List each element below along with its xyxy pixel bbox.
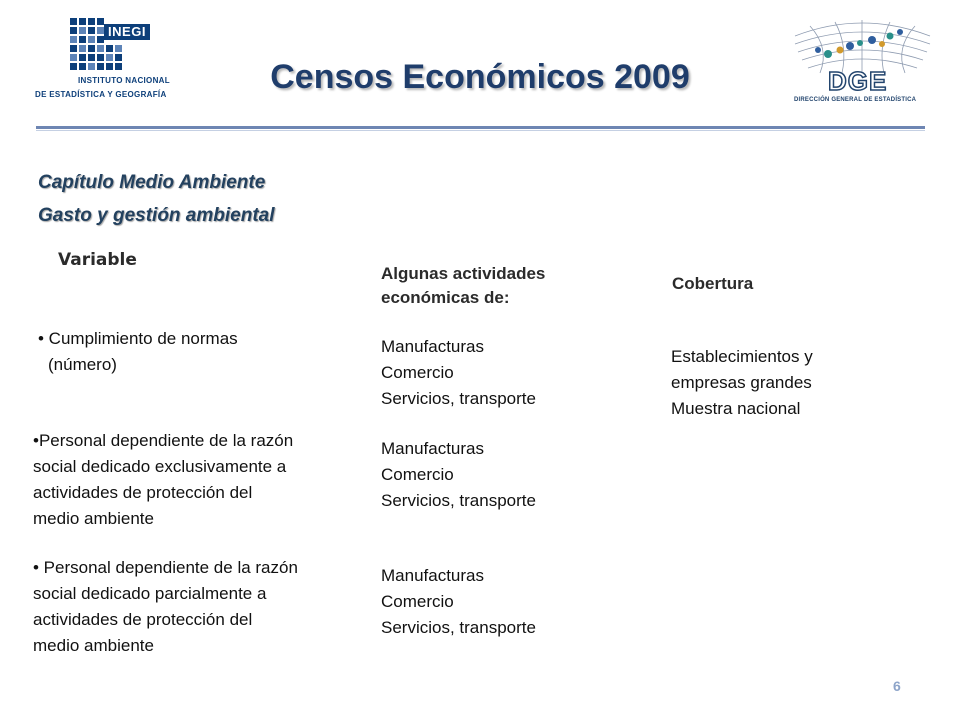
coverage-list [671, 344, 813, 422]
title-divider [36, 126, 925, 129]
coverage-item: Muestra nacional [671, 399, 801, 418]
variable-item [38, 326, 238, 378]
column-header-variable: Variable [58, 250, 137, 270]
variable-item [33, 555, 298, 659]
activity-item: Manufacturas [381, 337, 484, 356]
inegi-line2: DE ESTADÍSTICA Y GEOGRAFÍA [35, 90, 167, 99]
dge-subtitle: DIRECCIÓN GENERAL DE ESTADÍSTICA [794, 97, 917, 103]
variable-line: medio ambiente [33, 509, 154, 528]
title-divider-light [36, 130, 925, 131]
page-number: 6 [893, 678, 901, 694]
variable-line: • Cumplimiento de normas [38, 329, 238, 348]
activity-item: Servicios, transporte [381, 618, 536, 637]
variable-line: medio ambiente [33, 636, 154, 655]
column-header-activities-line: económicas de: [381, 288, 510, 307]
variable-line: • Personal dependiente de la razón [33, 558, 298, 577]
inegi-line1: INSTITUTO NACIONAL [78, 76, 170, 85]
column-header-activities-line: Algunas actividades [381, 264, 546, 283]
variable-line: actividades de protección del [33, 483, 253, 502]
activity-item: Comercio [381, 465, 454, 484]
slide-title: Censos Económicos 2009 [270, 58, 690, 96]
activities-list [381, 334, 536, 412]
chapter-title: Capítulo Medio Ambiente [38, 172, 266, 193]
activities-list [381, 436, 536, 514]
activity-item: Servicios, transporte [381, 491, 536, 510]
coverage-item: Establecimientos y [671, 347, 813, 366]
variable-line: •Personal dependiente de la razón [33, 431, 294, 450]
variable-line: social dedicado parcialmente a [33, 584, 267, 603]
column-header-coverage: Cobertura [672, 274, 754, 293]
inegi-wordmark: INEGI [104, 24, 150, 40]
activities-list [381, 563, 536, 641]
column-header-activities [381, 262, 545, 310]
activity-item: Manufacturas [381, 566, 484, 585]
activity-item: Servicios, transporte [381, 389, 536, 408]
activity-item: Manufacturas [381, 439, 484, 458]
variable-item [33, 428, 293, 532]
coverage-item: empresas grandes [671, 373, 812, 392]
variable-line: (número) [48, 355, 117, 374]
activity-item: Comercio [381, 363, 454, 382]
chapter-subtitle: Gasto y gestión ambiental [38, 205, 275, 226]
dge-wordmark: DGE [828, 66, 888, 96]
variable-line: actividades de protección del [33, 610, 253, 629]
activity-item: Comercio [381, 592, 454, 611]
variable-line: social dedicado exclusivamente a [33, 457, 287, 476]
